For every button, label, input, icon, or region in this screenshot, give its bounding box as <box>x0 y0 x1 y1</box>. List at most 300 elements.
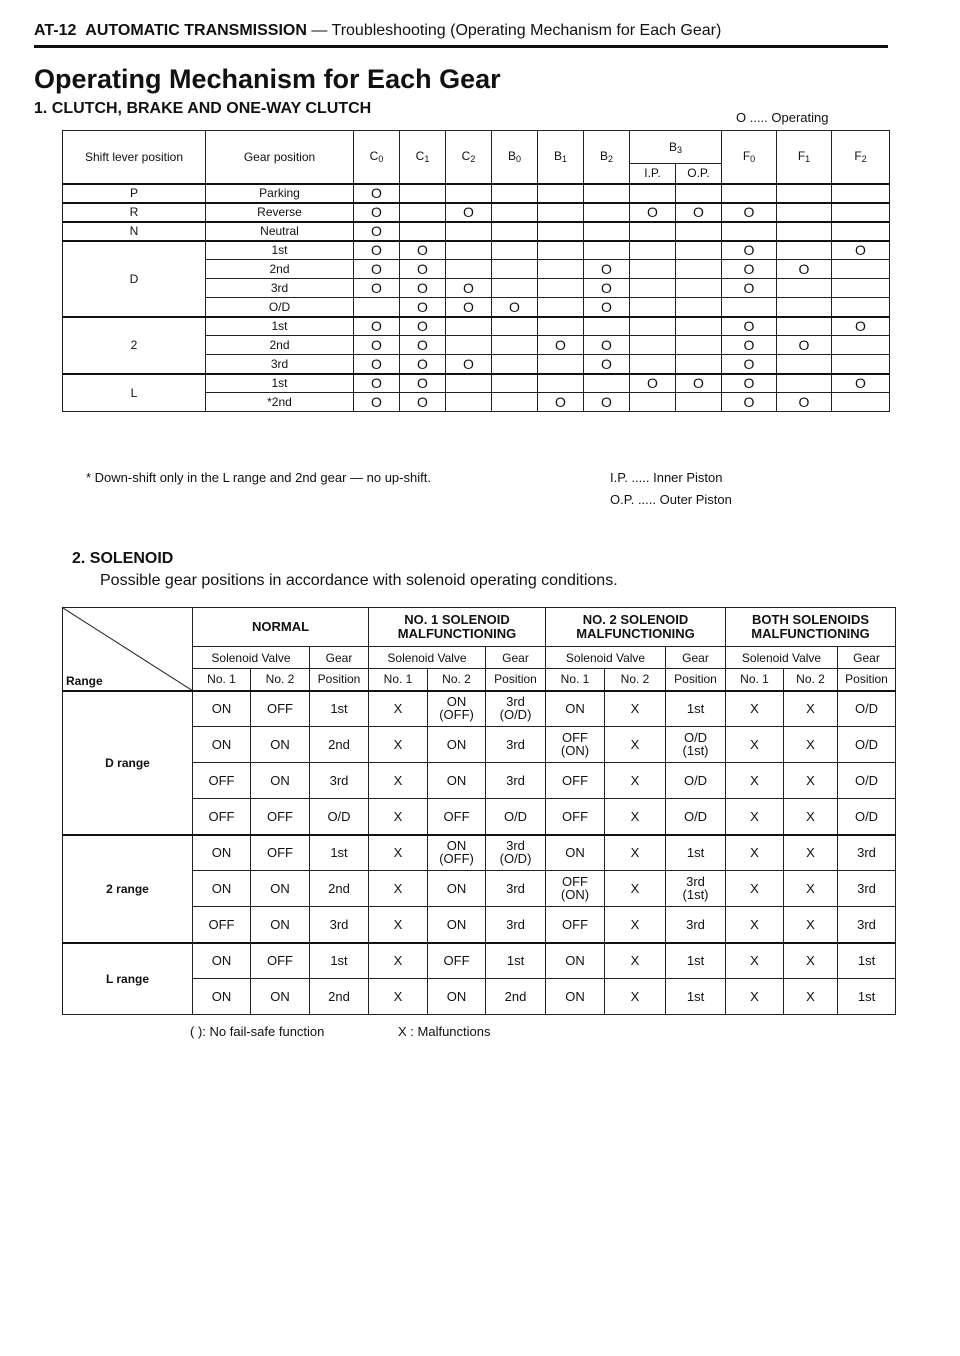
shift-lever-cell: D <box>63 241 206 317</box>
operation-cell <box>492 393 538 412</box>
position-header: Position <box>486 669 546 691</box>
operating-mark: O <box>400 393 446 412</box>
operation-cell <box>676 222 722 241</box>
operating-mark: O <box>400 241 446 260</box>
operation-cell <box>630 241 676 260</box>
data-cell: X <box>369 763 428 799</box>
data-cell: X <box>605 799 666 835</box>
operation-cell <box>538 298 584 317</box>
position-header: Position <box>310 669 369 691</box>
operation-cell <box>446 184 492 203</box>
operating-mark: O <box>446 203 492 222</box>
operation-cell <box>722 222 777 241</box>
gear-header: Gear <box>666 647 726 669</box>
operating-mark: O <box>538 393 584 412</box>
operating-mark: O <box>722 374 777 393</box>
data-cell: X <box>784 763 838 799</box>
position-header: Position <box>838 669 896 691</box>
data-cell: OFF <box>546 907 605 943</box>
col-shift-lever: Shift lever position <box>63 131 206 184</box>
operation-cell <box>538 279 584 298</box>
operating-mark: O <box>400 355 446 374</box>
range-label: Range <box>66 673 103 688</box>
table-row <box>63 835 896 871</box>
data-cell: X <box>605 691 666 727</box>
no1-header: No. 1 <box>193 669 251 691</box>
operation-cell <box>446 336 492 355</box>
operation-cell <box>630 222 676 241</box>
data-cell: 1st <box>666 691 726 727</box>
data-cell: OFF <box>251 943 310 979</box>
col-c0: $C_0$ <box>354 131 400 184</box>
col-b3-op: O.P. <box>676 164 722 184</box>
gear-position-cell: 3rd <box>206 355 354 374</box>
operating-mark: O <box>354 336 400 355</box>
operation-cell <box>492 355 538 374</box>
data-cell: 1st <box>486 943 546 979</box>
operation-cell <box>676 298 722 317</box>
solenoid-valve-header: Solenoid Valve <box>193 647 310 669</box>
gear-position-cell: 1st <box>206 317 354 336</box>
inner-piston-note: I.P. ..... Inner Piston <box>610 470 723 485</box>
operation-cell <box>446 393 492 412</box>
operating-mark: O <box>722 260 777 279</box>
data-cell: 1st <box>666 943 726 979</box>
operation-cell <box>492 374 538 393</box>
operating-mark: O <box>354 393 400 412</box>
col-c1: $C_1$ <box>400 131 446 184</box>
section2-intro: Possible gear positions in accordance with solenoid operating conditions. <box>100 572 618 589</box>
data-cell: O/D <box>666 763 726 799</box>
operation-cell <box>832 336 890 355</box>
operation-cell <box>400 203 446 222</box>
data-cell: 3rd <box>486 871 546 907</box>
data-cell: 1st <box>666 979 726 1015</box>
data-cell: ON <box>193 979 251 1015</box>
section2-heading: 2. SOLENOID <box>72 550 174 567</box>
operation-cell <box>538 241 584 260</box>
data-cell: X <box>784 727 838 763</box>
data-cell: 3rd <box>838 835 896 871</box>
col-b3: $B_3$ <box>630 131 722 164</box>
data-cell: 3rd (O/D) <box>486 835 546 871</box>
operation-cell <box>832 279 890 298</box>
table-row <box>63 317 890 336</box>
operation-cell <box>492 184 538 203</box>
operation-cell <box>777 317 832 336</box>
operating-mark: O <box>832 317 890 336</box>
data-cell: 1st <box>310 943 369 979</box>
operation-cell <box>538 374 584 393</box>
data-cell: ON (OFF) <box>428 691 486 727</box>
data-cell: X <box>784 871 838 907</box>
data-cell: OFF <box>546 763 605 799</box>
operating-mark: O <box>354 222 400 241</box>
no2-header: No. 2 <box>251 669 310 691</box>
operating-mark: O <box>722 336 777 355</box>
page-header <box>34 22 888 48</box>
data-cell: OFF <box>251 691 310 727</box>
operation-cell <box>676 355 722 374</box>
data-cell: ON <box>428 907 486 943</box>
range-cell: D range <box>63 691 193 835</box>
data-cell: X <box>369 979 428 1015</box>
operating-mark: O <box>400 279 446 298</box>
data-cell: 1st <box>666 835 726 871</box>
operation-cell <box>777 374 832 393</box>
data-cell: O/D <box>838 691 896 727</box>
operation-cell <box>777 279 832 298</box>
col-b0: $B_0$ <box>492 131 538 184</box>
data-cell: X <box>369 871 428 907</box>
data-cell: O/D <box>838 799 896 835</box>
data-cell: X <box>369 691 428 727</box>
operating-mark: O <box>354 203 400 222</box>
data-cell: 1st <box>310 691 369 727</box>
failsafe-footnote: ( ): No fail-safe function <box>190 1024 325 1039</box>
data-cell: 3rd <box>838 907 896 943</box>
operation-cell <box>538 355 584 374</box>
operating-mark: O <box>492 298 538 317</box>
shift-lever-cell: 2 <box>63 317 206 374</box>
data-cell: X <box>726 691 784 727</box>
data-cell: ON <box>251 871 310 907</box>
shift-lever-cell: R <box>63 203 206 222</box>
operating-mark: O <box>400 374 446 393</box>
operation-cell <box>777 203 832 222</box>
operating-mark: O <box>777 260 832 279</box>
operating-mark: O <box>400 298 446 317</box>
data-cell: 2nd <box>310 871 369 907</box>
data-cell: X <box>369 799 428 835</box>
gear-position-cell: *2nd <box>206 393 354 412</box>
operating-mark: O <box>722 279 777 298</box>
data-cell: X <box>605 871 666 907</box>
data-cell: 3rd (1st) <box>666 871 726 907</box>
table-row <box>63 222 890 241</box>
table-row <box>63 691 896 727</box>
operation-cell <box>676 279 722 298</box>
data-cell: 3rd <box>486 907 546 943</box>
data-cell: ON <box>428 763 486 799</box>
data-cell: OFF (ON) <box>546 727 605 763</box>
system-name: AUTOMATIC TRANSMISSION <box>85 22 307 39</box>
section1-heading: 1. CLUTCH, BRAKE AND ONE-WAY CLUTCH <box>34 100 372 117</box>
page-title: Operating Mechanism for Each Gear <box>34 64 501 94</box>
operation-cell <box>446 317 492 336</box>
data-cell: X <box>726 907 784 943</box>
operation-cell <box>492 241 538 260</box>
gear-position-cell: 3rd <box>206 279 354 298</box>
operation-cell <box>777 355 832 374</box>
operating-mark: O <box>354 260 400 279</box>
operating-mark: O <box>400 260 446 279</box>
data-cell: X <box>605 763 666 799</box>
operation-cell <box>832 355 890 374</box>
operation-cell <box>584 222 630 241</box>
gear-position-cell: 2nd <box>206 260 354 279</box>
data-cell: X <box>369 727 428 763</box>
table-row <box>63 241 890 260</box>
data-cell: OFF (ON) <box>546 871 605 907</box>
shift-lever-cell: P <box>63 184 206 203</box>
operating-mark: O <box>832 241 890 260</box>
solenoid-valve-header: Solenoid Valve <box>726 647 838 669</box>
data-cell: O/D <box>838 727 896 763</box>
data-cell: 3rd <box>486 727 546 763</box>
shift-lever-cell: N <box>63 222 206 241</box>
operation-cell <box>832 203 890 222</box>
operation-cell <box>492 279 538 298</box>
gear-header: Gear <box>310 647 369 669</box>
operating-mark: O <box>676 374 722 393</box>
range-header <box>63 608 193 691</box>
operation-cell <box>630 355 676 374</box>
operation-cell <box>446 222 492 241</box>
gear-position-cell: 1st <box>206 241 354 260</box>
operation-cell <box>584 317 630 336</box>
operation-cell <box>584 203 630 222</box>
data-cell: O/D <box>838 763 896 799</box>
data-cell: 2nd <box>310 727 369 763</box>
operation-cell <box>446 374 492 393</box>
table-row <box>63 943 896 979</box>
data-cell: X <box>726 727 784 763</box>
operating-mark: O <box>446 355 492 374</box>
gear-header: Gear <box>838 647 896 669</box>
operation-cell <box>722 298 777 317</box>
data-cell: X <box>369 835 428 871</box>
operation-cell <box>492 222 538 241</box>
header-subtitle: — Troubleshooting (Operating Mechanism for Each Gear) <box>311 22 722 39</box>
operating-mark: O <box>584 336 630 355</box>
data-cell: OFF <box>251 835 310 871</box>
operation-cell <box>446 260 492 279</box>
data-cell: X <box>726 763 784 799</box>
operation-cell <box>676 260 722 279</box>
operation-cell <box>354 298 400 317</box>
data-cell: X <box>605 835 666 871</box>
data-cell: X <box>726 943 784 979</box>
data-cell: OFF <box>193 763 251 799</box>
data-cell: 2nd <box>486 979 546 1015</box>
operating-mark: O <box>538 336 584 355</box>
position-header: Position <box>666 669 726 691</box>
operating-mark: O <box>354 355 400 374</box>
data-cell: O/D <box>666 799 726 835</box>
no2-header: No. 2 <box>605 669 666 691</box>
page-code: AT-12 <box>34 22 77 39</box>
data-cell: 1st <box>838 943 896 979</box>
data-cell: 3rd <box>310 763 369 799</box>
data-cell: X <box>605 943 666 979</box>
data-cell: ON <box>251 763 310 799</box>
col-f2: $F_2$ <box>832 131 890 184</box>
gear-position-cell: Reverse <box>206 203 354 222</box>
data-cell: 3rd <box>838 871 896 907</box>
table-row <box>63 203 890 222</box>
data-cell: ON <box>193 727 251 763</box>
no1-header: No. 1 <box>369 669 428 691</box>
data-cell: ON <box>546 835 605 871</box>
operating-mark: O <box>584 260 630 279</box>
col-f1: $F_1$ <box>777 131 832 184</box>
operation-cell <box>492 260 538 279</box>
data-cell: ON <box>193 835 251 871</box>
data-cell: X <box>726 835 784 871</box>
data-cell: X <box>605 727 666 763</box>
operating-mark: O <box>354 241 400 260</box>
data-cell: 3rd <box>666 907 726 943</box>
data-cell: O/D <box>486 799 546 835</box>
data-cell: ON <box>193 691 251 727</box>
data-cell: ON <box>546 691 605 727</box>
operation-cell <box>630 298 676 317</box>
data-cell: X <box>726 799 784 835</box>
group-no1-malfunction: NO. 1 SOLENOID MALFUNCTIONING <box>369 608 546 647</box>
operation-cell <box>676 317 722 336</box>
data-cell: ON <box>251 727 310 763</box>
operation-cell <box>630 184 676 203</box>
solenoid-valve-header: Solenoid Valve <box>369 647 486 669</box>
data-cell: OFF <box>193 907 251 943</box>
operating-mark: O <box>354 279 400 298</box>
range-cell: L range <box>63 943 193 1015</box>
data-cell: O/D <box>310 799 369 835</box>
operating-mark: O <box>722 317 777 336</box>
operating-legend: O ..... Operating <box>736 110 829 125</box>
operation-cell <box>400 184 446 203</box>
data-cell: ON <box>546 979 605 1015</box>
operation-cell <box>630 336 676 355</box>
operation-cell <box>584 374 630 393</box>
data-cell: OFF <box>193 799 251 835</box>
operating-mark: O <box>722 355 777 374</box>
gear-position-cell: Neutral <box>206 222 354 241</box>
operating-mark: O <box>354 374 400 393</box>
operation-cell <box>832 298 890 317</box>
col-f0: $F_0$ <box>722 131 777 184</box>
col-b3-ip: I.P. <box>630 164 676 184</box>
operation-cell <box>492 317 538 336</box>
data-cell: 2nd <box>310 979 369 1015</box>
operating-mark: O <box>354 317 400 336</box>
operating-mark: O <box>722 241 777 260</box>
data-cell: X <box>605 907 666 943</box>
downshift-footnote: * Down-shift only in the L range and 2nd gear — no up-shift. <box>86 470 431 485</box>
operation-cell <box>777 298 832 317</box>
operating-mark: O <box>777 393 832 412</box>
operating-mark: O <box>446 298 492 317</box>
gear-position-cell: 1st <box>206 374 354 393</box>
operation-cell <box>832 222 890 241</box>
operation-cell <box>538 222 584 241</box>
operation-cell <box>777 184 832 203</box>
group-normal: NORMAL <box>193 608 369 647</box>
data-cell: 3rd (O/D) <box>486 691 546 727</box>
operation-cell <box>630 260 676 279</box>
gear-header: Gear <box>486 647 546 669</box>
operation-cell <box>400 222 446 241</box>
data-cell: ON <box>251 979 310 1015</box>
data-cell: O/D (1st) <box>666 727 726 763</box>
operating-mark: O <box>630 203 676 222</box>
solenoid-table <box>62 607 896 1015</box>
col-c2: $C_2$ <box>446 131 492 184</box>
operation-cell <box>676 336 722 355</box>
operation-cell <box>584 241 630 260</box>
operation-cell <box>630 279 676 298</box>
operating-mark: O <box>584 298 630 317</box>
operation-cell <box>832 393 890 412</box>
data-cell: X <box>605 979 666 1015</box>
operation-cell <box>538 184 584 203</box>
outer-piston-note: O.P. ..... Outer Piston <box>610 492 732 507</box>
operation-cell <box>676 393 722 412</box>
operating-mark: O <box>584 355 630 374</box>
malfunction-footnote: X : Malfunctions <box>398 1024 491 1039</box>
data-cell: X <box>369 907 428 943</box>
operation-cell <box>584 184 630 203</box>
operation-cell <box>777 241 832 260</box>
operation-cell <box>538 260 584 279</box>
operation-cell <box>676 184 722 203</box>
data-cell: ON <box>546 943 605 979</box>
operating-mark: O <box>832 374 890 393</box>
operation-cell <box>446 241 492 260</box>
data-cell: ON <box>193 871 251 907</box>
data-cell: ON <box>193 943 251 979</box>
data-cell: X <box>726 979 784 1015</box>
operating-mark: O <box>676 203 722 222</box>
operating-mark: O <box>722 393 777 412</box>
solenoid-valve-header: Solenoid Valve <box>546 647 666 669</box>
table-row <box>63 374 890 393</box>
operation-cell <box>492 336 538 355</box>
operation-cell <box>832 184 890 203</box>
data-cell: OFF <box>428 799 486 835</box>
operating-mark: O <box>446 279 492 298</box>
group-no2-malfunction: NO. 2 SOLENOID MALFUNCTIONING <box>546 608 726 647</box>
col-b1: $B_1$ <box>538 131 584 184</box>
data-cell: X <box>726 871 784 907</box>
col-gear-position: Gear position <box>206 131 354 184</box>
clutch-brake-table <box>62 130 890 412</box>
operation-cell <box>538 317 584 336</box>
operating-mark: O <box>400 317 446 336</box>
operation-cell <box>492 203 538 222</box>
data-cell: ON <box>428 727 486 763</box>
data-cell: 1st <box>838 979 896 1015</box>
data-cell: OFF <box>428 943 486 979</box>
operating-mark: O <box>584 393 630 412</box>
data-cell: 1st <box>310 835 369 871</box>
data-cell: ON <box>428 979 486 1015</box>
operation-cell <box>538 203 584 222</box>
operation-cell <box>777 222 832 241</box>
data-cell: X <box>369 943 428 979</box>
gear-position-cell: O/D <box>206 298 354 317</box>
operation-cell <box>676 241 722 260</box>
data-cell: ON (OFF) <box>428 835 486 871</box>
group-both-malfunction: BOTH SOLENOIDS MALFUNCTIONING <box>726 608 896 647</box>
operating-mark: O <box>584 279 630 298</box>
data-cell: ON <box>428 871 486 907</box>
no2-header: No. 2 <box>428 669 486 691</box>
no1-header: No. 1 <box>546 669 605 691</box>
data-cell: OFF <box>251 799 310 835</box>
operating-mark: O <box>722 203 777 222</box>
